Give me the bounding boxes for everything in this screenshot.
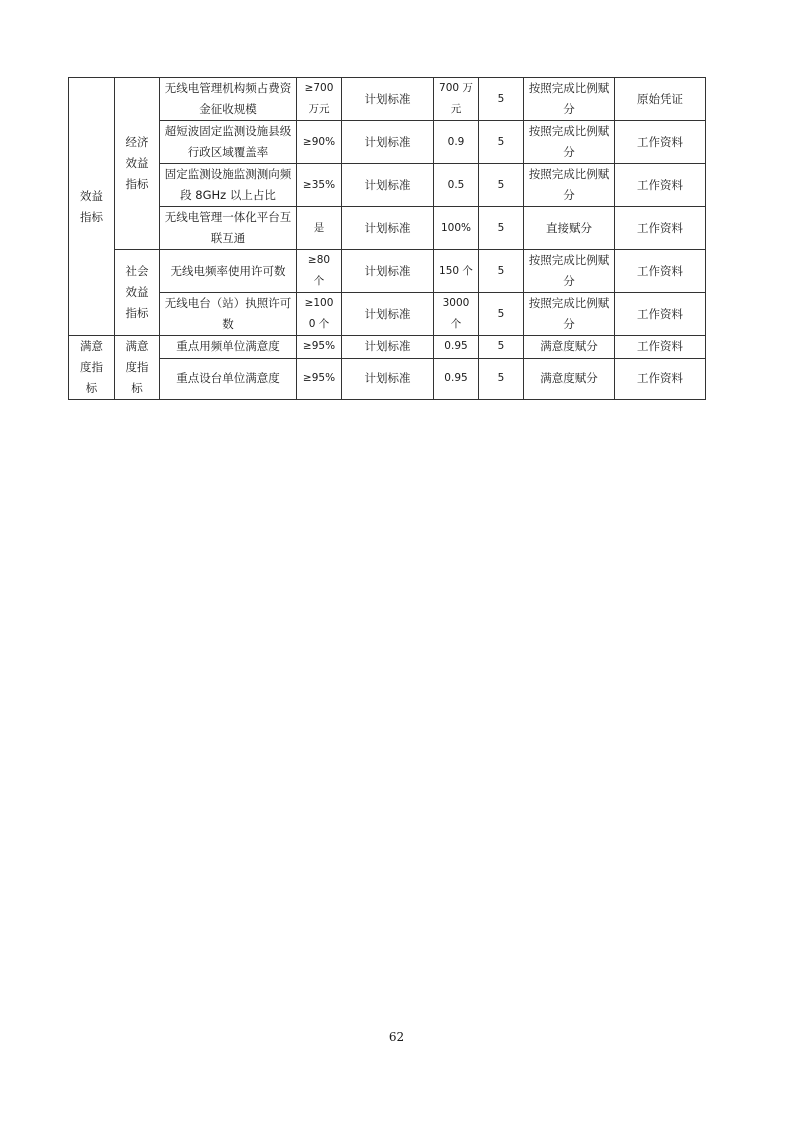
indicator-target: ≥95%	[297, 358, 342, 399]
indicator-name: 无线电频率使用许可数	[160, 250, 297, 293]
indicator-score: 5	[479, 358, 524, 399]
indicator-evidence: 工作资料	[615, 336, 706, 359]
indicator-name: 无线电管理机构频占费资 金征收规模	[160, 78, 297, 121]
indicator-standard: 计划标准	[342, 78, 434, 121]
indicator-name: 无线电台（站）执照许可 数	[160, 293, 297, 336]
table-row	[69, 164, 706, 207]
indicator-standard: 计划标准	[342, 207, 434, 250]
indicator-target: ≥100 0 个	[297, 293, 342, 336]
indicator-value: 100%	[434, 207, 479, 250]
indicator-score: 5	[479, 207, 524, 250]
indicator-target: ≥90%	[297, 121, 342, 164]
indicator-table	[68, 77, 706, 400]
indicator-standard: 计划标准	[342, 358, 434, 399]
indicator-evidence: 工作资料	[615, 121, 706, 164]
indicator-value: 150 个	[434, 250, 479, 293]
indicator-target: ≥95%	[297, 336, 342, 359]
indicator-evidence: 工作资料	[615, 250, 706, 293]
indicator-value: 700 万 元	[434, 78, 479, 121]
indicator-name: 重点设台单位满意度	[160, 358, 297, 399]
indicator-standard: 计划标准	[342, 121, 434, 164]
indicator-score: 5	[479, 121, 524, 164]
indicator-evidence: 原始凭证	[615, 78, 706, 121]
indicator-score: 5	[479, 336, 524, 359]
indicator-name: 重点用频单位满意度	[160, 336, 297, 359]
indicator-target: ≥80 个	[297, 250, 342, 293]
indicator-method: 按照完成比例赋 分	[524, 250, 615, 293]
indicator-evidence: 工作资料	[615, 164, 706, 207]
indicator-value: 0.95	[434, 358, 479, 399]
table-row	[69, 78, 706, 121]
indicator-evidence: 工作资料	[615, 207, 706, 250]
table-row	[69, 121, 706, 164]
indicator-value: 0.5	[434, 164, 479, 207]
indicator-score: 5	[479, 78, 524, 121]
indicator-method: 满意度赋分	[524, 358, 615, 399]
indicator-standard: 计划标准	[342, 336, 434, 359]
indicator-method: 按照完成比例赋 分	[524, 121, 615, 164]
group-benefit-cell: 效益 指标	[69, 78, 115, 336]
table-row	[69, 358, 706, 399]
indicator-name: 超短波固定监测设施县级 行政区域覆盖率	[160, 121, 297, 164]
indicator-target: ≥700 万元	[297, 78, 342, 121]
indicator-method: 按照完成比例赋 分	[524, 164, 615, 207]
sub-social-cell: 社会 效益 指标	[115, 250, 160, 336]
indicator-standard: 计划标准	[342, 164, 434, 207]
indicator-score: 5	[479, 250, 524, 293]
sub-economic-cell: 经济 效益 指标	[115, 78, 160, 250]
table-row	[69, 293, 706, 336]
indicator-method: 按照完成比例赋 分	[524, 293, 615, 336]
indicator-value: 0.95	[434, 336, 479, 359]
indicator-evidence: 工作资料	[615, 293, 706, 336]
indicator-standard: 计划标准	[342, 293, 434, 336]
indicator-value: 0.9	[434, 121, 479, 164]
indicator-standard: 计划标准	[342, 250, 434, 293]
indicator-target: 是	[297, 207, 342, 250]
group-satisfaction-cell: 满意 度指 标	[69, 336, 115, 400]
indicator-name: 固定监测设施监测测向频 段 8GHz 以上占比	[160, 164, 297, 207]
indicator-score: 5	[479, 164, 524, 207]
indicator-method: 直接赋分	[524, 207, 615, 250]
indicator-evidence: 工作资料	[615, 358, 706, 399]
indicator-method: 按照完成比例赋 分	[524, 78, 615, 121]
indicator-name: 无线电管理一体化平台互 联互通	[160, 207, 297, 250]
indicator-target: ≥35%	[297, 164, 342, 207]
table-row	[69, 336, 706, 359]
indicator-value: 3000 个	[434, 293, 479, 336]
sub-satisfaction-cell: 满意 度指 标	[115, 336, 160, 400]
table-row	[69, 207, 706, 250]
table-row	[69, 250, 706, 293]
page-number: 62	[388, 1030, 405, 1044]
indicator-score: 5	[479, 293, 524, 336]
indicator-method: 满意度赋分	[524, 336, 615, 359]
